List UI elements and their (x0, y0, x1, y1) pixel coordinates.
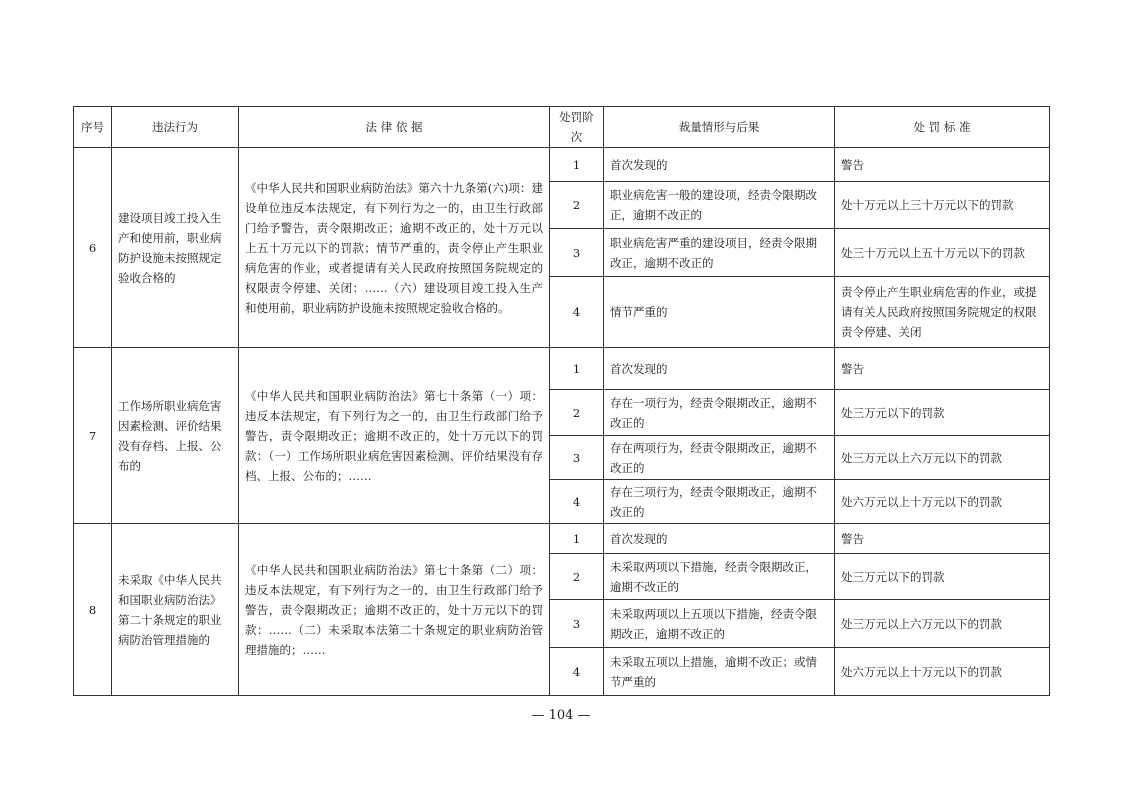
penalty-order-cell: 1 (550, 348, 604, 390)
standard-cell: 警告 (835, 348, 1050, 390)
circumstance-cell: 首次发现的 (604, 524, 835, 554)
row-violation: 建设项目竣工投入生产和使用前，职业病防护设施未按照规定验收合格的 (112, 148, 239, 348)
row-seq: 7 (74, 348, 112, 524)
standard-cell: 处三万元以下的罚款 (835, 390, 1050, 436)
standard-cell: 处三万元以上六万元以下的罚款 (835, 436, 1050, 480)
page-number: — 104 — (531, 708, 591, 723)
standard-cell: 处三万元以上六万元以下的罚款 (835, 600, 1050, 648)
circumstance-cell: 情节严重的 (604, 277, 835, 348)
standard-cell: 警告 (835, 524, 1050, 554)
standard-cell: 处十万元以上三十万元以下的罚款 (835, 182, 1050, 229)
table-row (74, 348, 1050, 390)
penalty-order-cell: 3 (550, 600, 604, 648)
penalty-order-cell: 4 (550, 277, 604, 348)
circumstance-cell: 首次发现的 (604, 148, 835, 182)
circumstance-cell: 存在一项行为，经责令限期改正，逾期不改正的 (604, 390, 835, 436)
table-header-row (74, 107, 1050, 148)
row-legal-basis: 《中华人民共和国职业病防治法》第七十条第（一）项：违反本法规定，有下列行为之一的，由卫生行政部门给予警告，责令限期改正；逾期不改正的，处十万元以下的罚款：（一）工作场所职业病危害因素检测、评价结果没有存档、上报、公布的；…… (239, 348, 550, 524)
penalty-order-cell: 2 (550, 390, 604, 436)
header-seq: 序号 (74, 107, 112, 148)
penalty-order-cell: 3 (550, 229, 604, 277)
table-row (74, 524, 1050, 554)
header-legal-basis: 法 律 依 据 (239, 107, 550, 148)
penalty-table (73, 106, 1050, 696)
circumstance-cell: 存在两项行为，经责令限期改正，逾期不改正的 (604, 436, 835, 480)
standard-cell: 处三万元以下的罚款 (835, 554, 1050, 600)
penalty-order-cell: 3 (550, 436, 604, 480)
circumstance-cell: 职业病危害一般的建设项，经责令限期改正，逾期不改正的 (604, 182, 835, 229)
row-seq: 8 (74, 524, 112, 696)
table-row (74, 148, 1050, 182)
row-legal-basis: 《中华人民共和国职业病防治法》第六十九条第(六)项：建设单位违反本法规定，有下列行为之一的，由卫生行政部门给予警告，责令限期改正；逾期不改正的，处十万元以上五十万元以下的罚款；情节严重的，责令停止产生职业病危害的作业，或者提请有关人民政府按照国务院规定的权限责令停建、关闭：……（六）建设项目竣工投入生产和使用前，职业病防护设施未按照规定验收合格的。 (239, 148, 550, 348)
standard-cell: 责令停止产生职业病危害的作业，或提请有关人民政府按照国务院规定的权限责令停建、关闭 (835, 277, 1050, 348)
row-legal-basis: 《中华人民共和国职业病防治法》第七十条第（二）项：违反本法规定，有下列行为之一的，由卫生行政部门给予警告，责令限期改正；逾期不改正的，处十万元以下的罚款：……（二）未采取本法第二十条规定的职业病防治管理措施的；…… (239, 524, 550, 696)
penalty-order-cell: 4 (550, 480, 604, 524)
penalty-order-cell: 4 (550, 648, 604, 696)
header-penalty-order: 处罚阶次 (550, 107, 604, 148)
circumstance-cell: 未采取两项以下措施，经责令限期改正，逾期不改正的 (604, 554, 835, 600)
standard-cell: 处六万元以上十万元以下的罚款 (835, 480, 1050, 524)
row-seq: 6 (74, 148, 112, 348)
standard-cell: 处三十万元以上五十万元以下的罚款 (835, 229, 1050, 277)
circumstance-cell: 职业病危害严重的建设项目，经责令限期改正，逾期不改正的 (604, 229, 835, 277)
row-violation: 工作场所职业病危害因素检测、评价结果没有存档、上报、公布的 (112, 348, 239, 524)
standard-cell: 处六万元以上十万元以下的罚款 (835, 648, 1050, 696)
header-circumstance: 裁量情形与后果 (604, 107, 835, 148)
penalty-order-cell: 1 (550, 524, 604, 554)
header-violation: 违法行为 (112, 107, 239, 148)
standard-cell: 警告 (835, 148, 1050, 182)
row-violation: 未采取《中华人民共和国职业病防治法》第二十条规定的职业病防治管理措施的 (112, 524, 239, 696)
penalty-order-cell: 2 (550, 182, 604, 229)
circumstance-cell: 存在三项行为，经责令限期改正，逾期不改正的 (604, 480, 835, 524)
circumstance-cell: 未采取两项以上五项以下措施，经责令限期改正，逾期不改正的 (604, 600, 835, 648)
circumstance-cell: 首次发现的 (604, 348, 835, 390)
header-penalty-standard: 处 罚 标 准 (835, 107, 1050, 148)
penalty-order-cell: 1 (550, 148, 604, 182)
circumstance-cell: 未采取五项以上措施，逾期不改正；或情节严重的 (604, 648, 835, 696)
penalty-order-cell: 2 (550, 554, 604, 600)
